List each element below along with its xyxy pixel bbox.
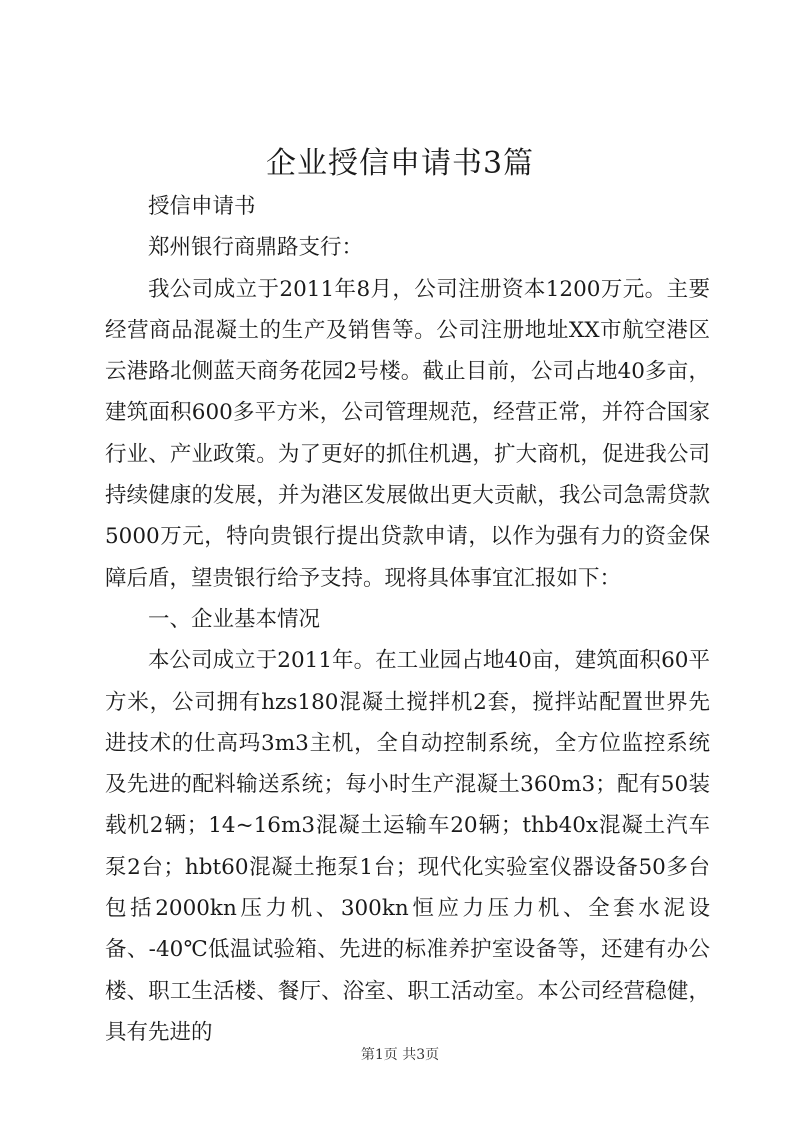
paragraph-addressee: 郑州银行商鼎路支行：	[148, 235, 364, 261]
document-title: 企业授信申请书3篇	[265, 146, 535, 181]
paragraph-introduction: 我公司成立于2011年8月，公司注册资本1200万元。主要经营商品混凝土的生产及销售等。公司注册地址XX市航空港区云港路北侧蓝天商务花园2号楼。截止目前，公司占地40多亩，建筑面积600多平方米，公司管理规范，经营正常，并符合国家行业、产业政策。为了更好的抓住机遇，扩大商机，促进我公司持续健康的发展，并为港区发展做出更大贡献，我公司急需贷款5000万元，特向贵银行提出贷款申请，以作为强有力的资金保障后盾，望贵银行给予支持。现将具体事宜汇报如下：	[105, 276, 710, 591]
paragraph-heading: 授信申请书	[148, 194, 256, 219]
section-heading-basic-info: 一、企业基本情况	[148, 606, 321, 632]
page-footer: 第1页 共3页	[360, 1047, 440, 1063]
document-body	[105, 186, 710, 1053]
paragraph-basic-info: 本公司成立于2011年。在工业园占地40亩，建筑面积60平方米，公司拥有hzs180混凝土搅拌机2套，搅拌站配置世界先进技术的仕高玛3m3主机，全自动控制系统，全方位监控系统及先进的配料输送系统；每小时生产混凝土360m3；配有50装载机2辆；14~16m3混凝土运输车20辆；thb40x混凝土汽车泵2台；hbt60混凝土拖泵1台；现代化实验室仪器设备50多台包括2000kn压力机、300kn恒应力压力机、全套水泥设备、-40℃低温试验箱、先进的标准养护室设备等，还建有办公楼、职工生活楼、餐厅、浴室、职工活动室。本公司经营稳健，具有先进的	[105, 648, 710, 1045]
